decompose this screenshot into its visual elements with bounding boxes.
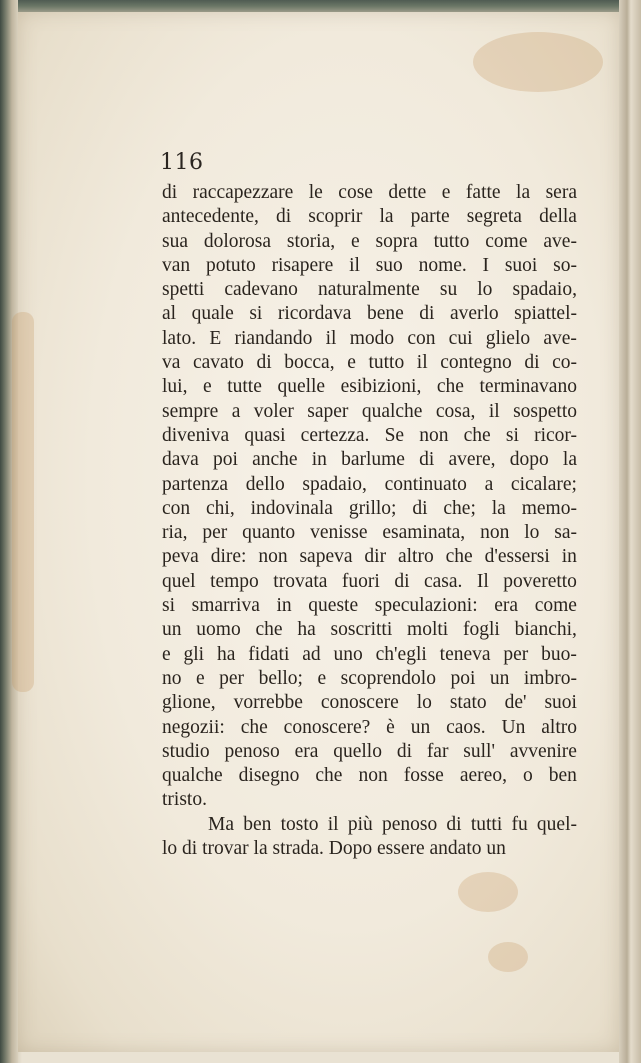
text-line: partenza dello spadaio, continuato a cicalare; — [162, 473, 577, 495]
text-line: lui, e tutte quelle esibizioni, che terminavano — [162, 376, 577, 398]
page-number: 116 — [160, 150, 204, 175]
text-line: qualche disegno che non fosse aereo, o ben — [162, 765, 577, 787]
text-line: un uomo che ha soscritti molti fogli bianchi, — [162, 619, 577, 641]
text-line: glione, vorrebbe conoscere lo stato de' suoi — [162, 692, 577, 714]
text-line: lato. E riandando il modo con cui glielo ave- — [162, 327, 577, 349]
text-line: peva dire: non sapeva dir altro che d'essersi in — [162, 546, 577, 568]
text-line: Ma ben tosto il più penoso di tutti fu quel- — [208, 813, 577, 835]
text-line: negozii: che conoscere? è un caos. Un altro — [162, 716, 577, 738]
text-line: spetti cadevano naturalmente su lo spadaio, — [162, 279, 577, 301]
text-line: va cavato di bocca, e tutto il contegno di co- — [162, 352, 577, 374]
text-line: quel tempo trovata fuori di casa. Il poveretto — [162, 570, 577, 592]
text-line: diveniva quasi certezza. Se non che si ricor- — [162, 424, 577, 446]
body-text — [162, 181, 577, 861]
paper-stain — [458, 872, 518, 912]
text-line: e gli ha fidati ad uno ch'egli teneva per buo- — [162, 643, 577, 665]
text-line: con chi, indovinala grillo; di che; la memo- — [162, 497, 577, 519]
text-line: studio penoso era quello di far sull' avvenire — [162, 740, 577, 762]
paper-stain — [12, 312, 34, 692]
text-line: ria, per quanto venisse esaminata, non lo sa- — [162, 522, 577, 544]
paper-stain — [488, 942, 528, 972]
text-line: no e per bello; e scoprendolo poi un imbro- — [162, 667, 577, 689]
paper-stain — [473, 32, 603, 92]
text-line: al quale si ricordava bene di averlo spiattel- — [162, 303, 577, 325]
text-line: tristo. — [162, 789, 207, 811]
book-top-edge — [0, 0, 641, 12]
text-line: sempre a voler saper qualche cosa, il sospetto — [162, 400, 577, 422]
text-line: di raccapezzare le cose dette e fatte la sera — [162, 182, 577, 203]
text-line: van potuto risapere il suo nome. I suoi so- — [162, 254, 577, 276]
text-line: lo di trovar la strada. Dopo essere andato un — [162, 838, 506, 860]
text-line: sua dolorosa storia, e sopra tutto come ave- — [162, 230, 577, 252]
text-line: dava poi anche in barlume di avere, dopo la — [162, 449, 577, 471]
page-fore-edge — [619, 0, 641, 1063]
text-line: antecedente, di scoprir la parte segreta della — [162, 206, 577, 228]
text-line: si smarriva in queste speculazioni: era come — [162, 595, 577, 617]
